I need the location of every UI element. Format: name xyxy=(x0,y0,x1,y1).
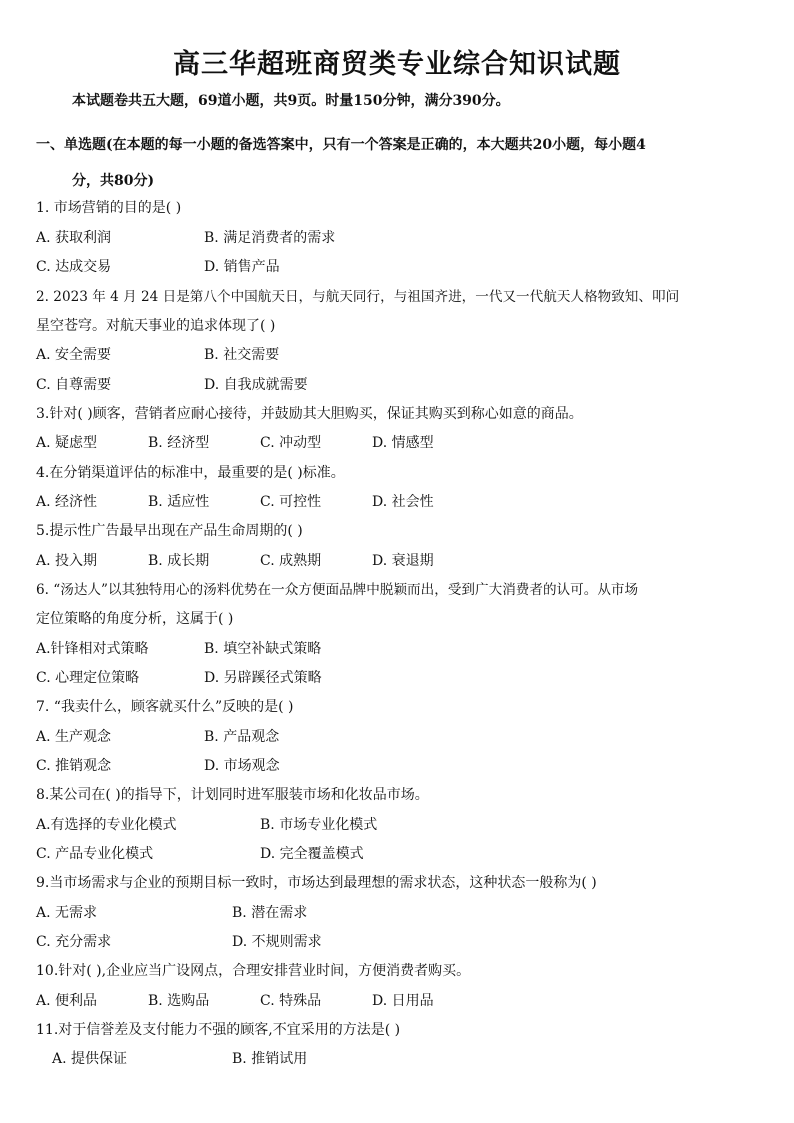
question-3-option-a: A. 疑虑型 xyxy=(36,435,98,451)
question-11-option-b: B. 推销试用 xyxy=(232,1051,308,1067)
question-5-option-b: B. 成长期 xyxy=(148,553,210,569)
question-5-stem: 5.提示性广告最早出现在产品生命周期的( ) xyxy=(36,523,303,539)
question-4-option-b: B. 适应性 xyxy=(148,494,210,510)
question-3-option-c: C. 冲动型 xyxy=(260,435,322,451)
question-6-option-b: B. 填空补缺式策略 xyxy=(204,641,322,657)
question-4-stem: 4.在分销渠道评估的标准中，最重要的是( )标准。 xyxy=(36,465,345,481)
question-2-option-a: A. 安全需要 xyxy=(36,347,112,363)
question-7-option-c: C. 推销观念 xyxy=(36,758,112,774)
question-5-option-d: D. 衰退期 xyxy=(372,553,434,569)
question-11-option-a: A. 提供保证 xyxy=(52,1051,128,1067)
question-5-option-c: C. 成熟期 xyxy=(260,553,322,569)
question-6-option-a: A.针锋相对式策略 xyxy=(36,641,149,657)
question-2-stem: 2. 2023 年 4 月 24 日是第八个中国航天日，与航天同行，与祖国齐进，一代又一代航天人格物致知、叩问 xyxy=(36,289,680,305)
question-1-option-b: B. 满足消费者的需求 xyxy=(204,230,336,246)
page-title: 高三华超班商贸类专业综合知识试题 xyxy=(173,49,621,80)
question-8-option-a: A.有选择的专业化模式 xyxy=(36,817,177,833)
question-1-option-c: C. 达成交易 xyxy=(36,259,112,275)
question-9-option-c: C. 充分需求 xyxy=(36,934,112,950)
question-10-stem: 10.针对( ),企业应当广设网点，合理安排营业时间，方便消费者购买。 xyxy=(36,963,471,979)
question-10-option-a: A. 便利品 xyxy=(36,993,98,1009)
question-2-option-b: B. 社交需要 xyxy=(204,347,280,363)
question-4-option-c: C. 可控性 xyxy=(260,494,322,510)
question-3-stem: 3.针对( )顾客，营销者应耐心接待，并鼓励其大胆购买，保证其购买到称心如意的商品。 xyxy=(36,406,583,422)
question-7-option-a: A. 生产观念 xyxy=(36,729,112,745)
question-7-option-d: D. 市场观念 xyxy=(204,758,280,774)
question-2-option-c: C. 自尊需要 xyxy=(36,377,112,393)
question-2-option-d: D. 自我成就需要 xyxy=(204,377,308,393)
question-9-option-a: A. 无需求 xyxy=(36,905,98,921)
section-heading-cont: 分，共80分) xyxy=(72,173,155,189)
question-9-stem: 9.当市场需求与企业的预期目标一致时，市场达到最理想的需求状态，这种状态一般称为( ) xyxy=(36,875,597,891)
question-4-option-a: A. 经济性 xyxy=(36,494,98,510)
question-8-option-c: C. 产品专业化模式 xyxy=(36,846,154,862)
question-1-option-a: A. 获取利润 xyxy=(36,230,112,246)
question-9-option-b: B. 潜在需求 xyxy=(232,905,308,921)
question-6-stem-cont: 定位策略的角度分析，这属于( ) xyxy=(36,611,234,627)
question-5-option-a: A. 投入期 xyxy=(36,553,98,569)
question-8-option-b: B. 市场专业化模式 xyxy=(260,817,378,833)
question-3-option-b: B. 经济型 xyxy=(148,435,210,451)
question-7-stem: 7. “我卖什么，顾客就买什么”反映的是( ) xyxy=(36,699,294,715)
section-heading: 一、单选题(在本题的每一小题的备选答案中，只有一个答案是正确的，本大题共20小题，每小题4 xyxy=(36,137,646,153)
question-6-option-c: C. 心理定位策略 xyxy=(36,670,140,686)
question-8-option-d: D. 完全覆盖模式 xyxy=(260,846,364,862)
question-2-stem-cont: 星空苍穹。对航天事业的追求体现了( ) xyxy=(36,318,276,334)
question-10-option-b: B. 选购品 xyxy=(148,993,210,1009)
question-8-stem: 8.某公司在( )的指导下，计划同时进军服装市场和化妆品市场。 xyxy=(36,787,429,803)
exam-instructions: 本试题卷共五大题，69道小题，共9页。时量150分钟，满分390分。 xyxy=(72,93,510,109)
question-10-option-c: C. 特殊品 xyxy=(260,993,322,1009)
question-4-option-d: D. 社会性 xyxy=(372,494,434,510)
question-1-stem: 1. 市场营销的目的是( ) xyxy=(36,200,182,216)
question-6-option-d: D. 另辟蹊径式策略 xyxy=(204,670,322,686)
question-7-option-b: B. 产品观念 xyxy=(204,729,280,745)
question-10-option-d: D. 日用品 xyxy=(372,993,434,1009)
question-1-option-d: D. 销售产品 xyxy=(204,259,280,275)
question-6-stem: 6. “汤达人”以其独特用心的汤料优势在一众方便面品牌中脱颖而出，受到广大消费者的认可。从市场 xyxy=(36,582,639,598)
question-3-option-d: D. 情感型 xyxy=(372,435,434,451)
question-9-option-d: D. 不规则需求 xyxy=(232,934,322,950)
question-11-stem: 11.对于信誉差及支付能力不强的顾客,不宜采用的方法是( ) xyxy=(36,1022,401,1038)
